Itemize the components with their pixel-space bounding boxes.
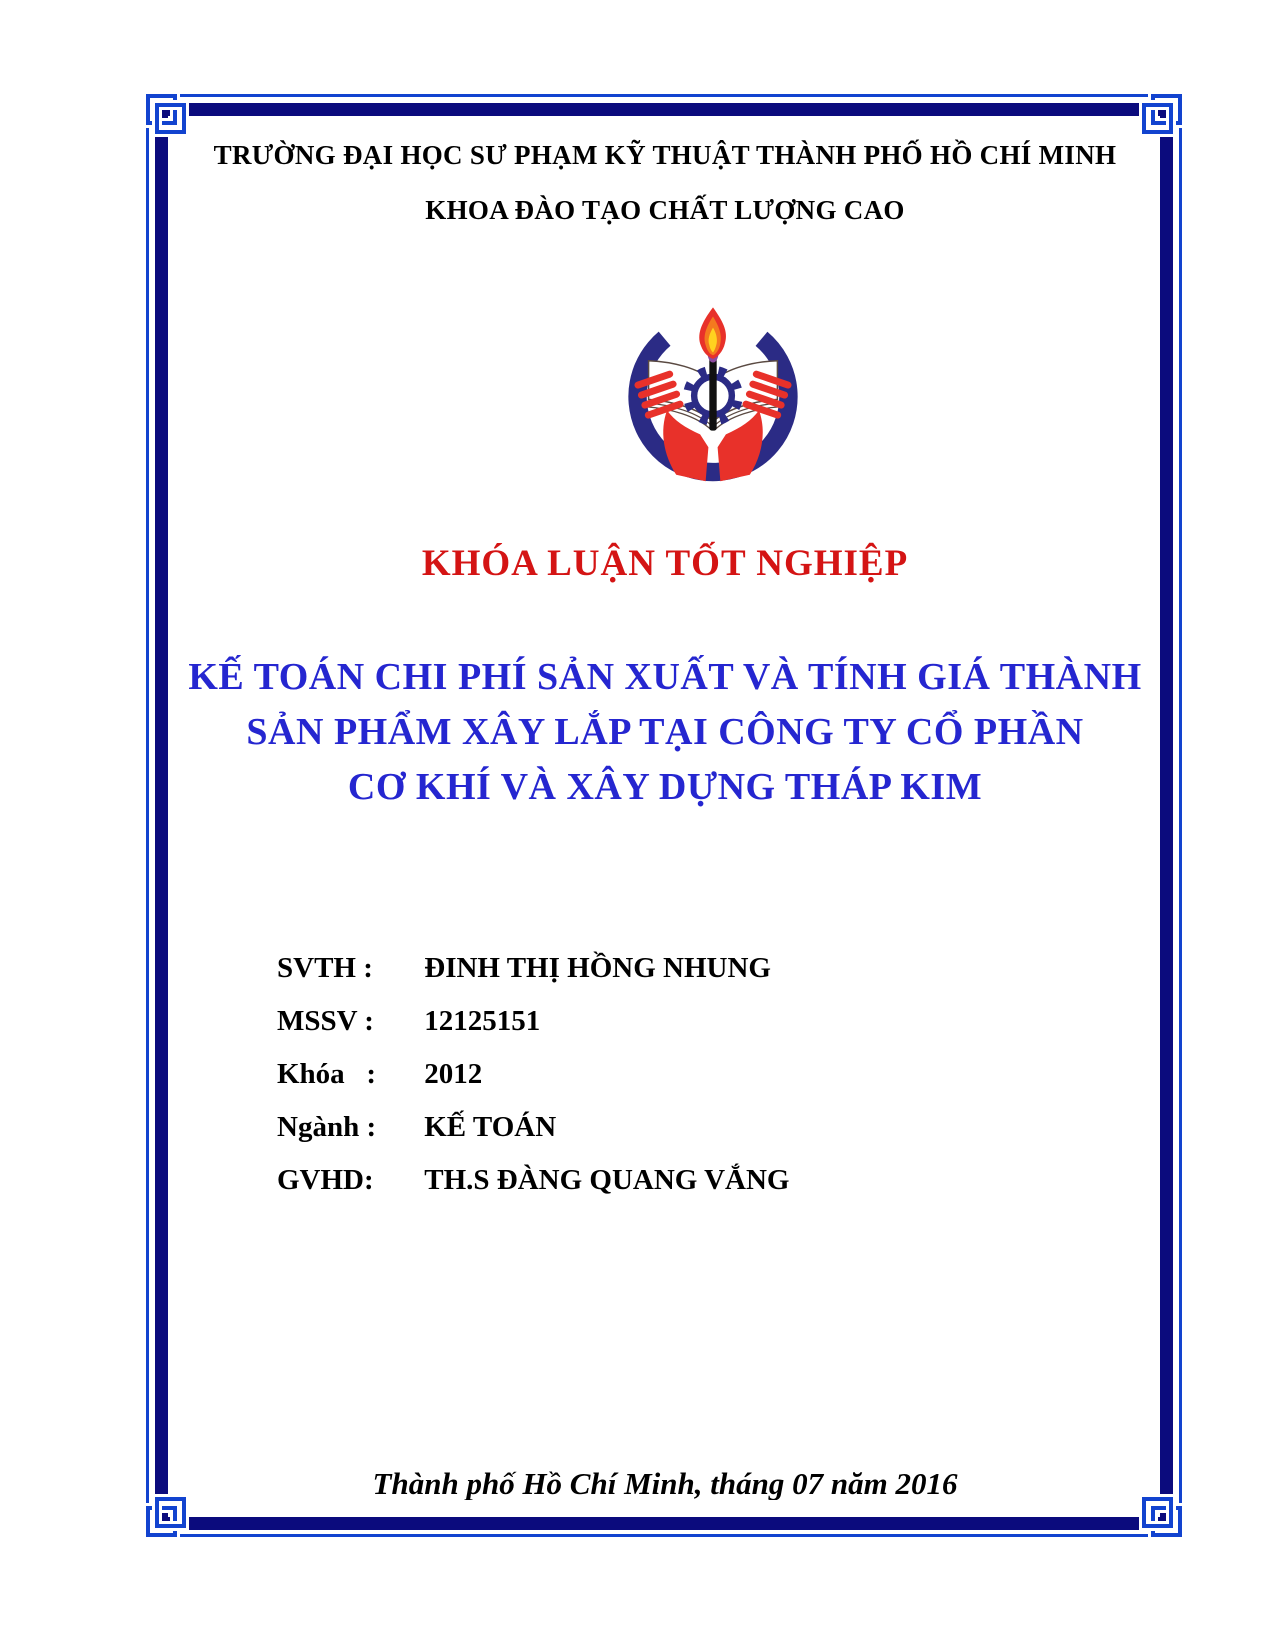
info-label: MSSV : — [277, 1005, 374, 1037]
info-value: 12125151 — [424, 1005, 541, 1037]
info-value: ĐINH THỊ HỒNG NHUNG — [424, 952, 771, 984]
info-value: 2012 — [424, 1058, 483, 1090]
corner-ornament-bottom-left-inner — [155, 1497, 186, 1528]
thesis-title-line-2: SẢN PHẨM XÂY LẮP TẠI CÔNG TY CỔ PHẦN — [246, 711, 1084, 753]
footer-text: Thành phố Hồ Chí Minh, tháng 07 năm 2016 — [372, 1466, 958, 1500]
document-type-title: KHÓA LUẬN TỐT NGHIỆP — [421, 543, 909, 584]
thesis-title-line-3: CƠ KHÍ VÀ XÂY DỰNG THÁP KIM — [347, 766, 983, 808]
info-value: TH.S ĐÀNG QUANG VẮNG — [424, 1164, 790, 1196]
faculty-name: KHOA ĐÀO TẠO CHẤT LƯỢNG CAO — [425, 195, 905, 225]
thesis-title-line-1: KẾ TOÁN CHI PHÍ SẢN XUẤT VÀ TÍNH GIÁ THÀNH — [188, 656, 1142, 698]
info-label: Ngành : — [277, 1111, 377, 1143]
info-value: KẾ TOÁN — [424, 1111, 557, 1143]
corner-ornament-top-right-inner — [1142, 103, 1173, 134]
page-border-outer-line — [146, 94, 1182, 1537]
info-label: Khóa : — [277, 1058, 377, 1090]
university-name: TRƯỜNG ĐẠI HỌC SƯ PHẠM KỸ THUẬT THÀNH PHỐ HỒ CHÍ MINH — [213, 140, 1117, 170]
info-label: SVTH : — [277, 952, 373, 984]
corner-ornament-top-left-inner — [155, 103, 186, 134]
corner-ornament-bottom-right-inner — [1142, 1497, 1173, 1528]
info-label: GVHD: — [277, 1164, 374, 1196]
